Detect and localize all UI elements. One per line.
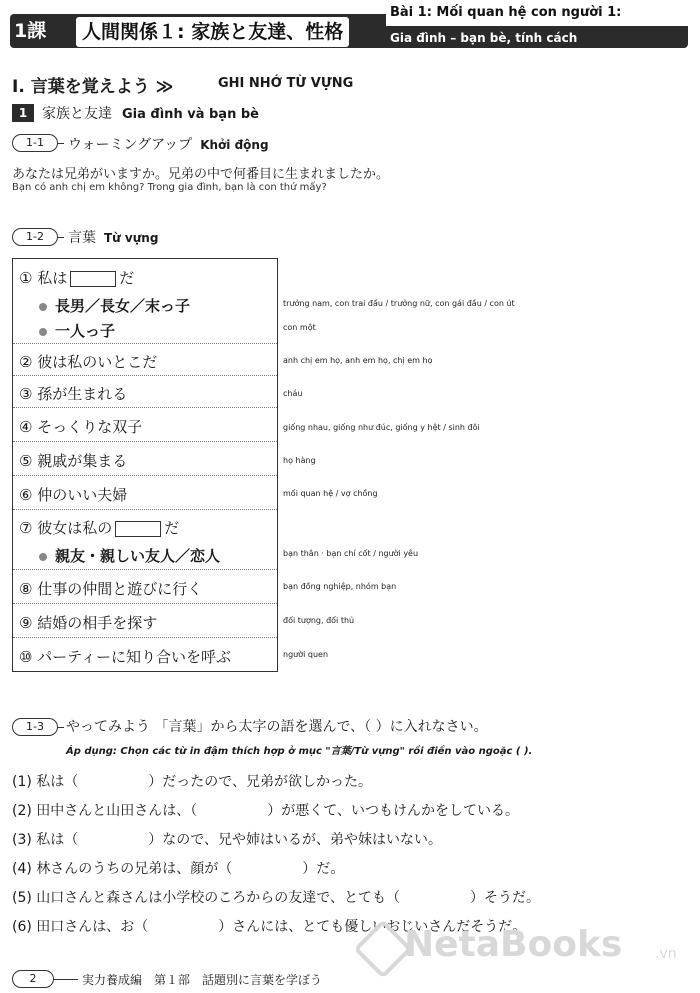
warmup-tag-line bbox=[58, 143, 64, 144]
warmup-title bbox=[68, 134, 269, 154]
vocab-row bbox=[13, 603, 277, 638]
warmup-title-jp: ウォーミングアップ bbox=[68, 137, 193, 153]
subsection-title-jp: 家族と友達 bbox=[42, 106, 112, 122]
vocab-sub-jp: 長男／長女／末っ子 bbox=[55, 297, 191, 315]
vocab-vn: cháu bbox=[283, 389, 303, 398]
vocab-row bbox=[13, 475, 277, 510]
vocab-vn: bạn thân · bạn chí cốt / người yêu bbox=[283, 549, 419, 558]
vocab-row bbox=[13, 375, 277, 408]
vocab-row bbox=[13, 441, 277, 476]
exercise-tag-line bbox=[58, 727, 64, 728]
vocab-vn: giống nhau, giống như đúc, giống y hệt / sinh đôi bbox=[283, 423, 480, 432]
warmup-tag: 1-1 bbox=[12, 134, 58, 152]
exercise-title: やってみよう 「言葉」から太字の語を選んで、（ ）に入れなさい。 bbox=[66, 719, 488, 735]
lesson-title-vn-2: Gia đình – bạn bè, tính cách bbox=[390, 31, 578, 45]
vocab-row bbox=[13, 407, 277, 442]
vocab-vn: họ hàng bbox=[283, 456, 316, 465]
vocab-row bbox=[13, 259, 277, 344]
watermark-brand: NetaBooks bbox=[404, 924, 623, 965]
vocab-row-main: ② 彼は私のいとこだ bbox=[19, 353, 158, 371]
page-number: 2 bbox=[12, 970, 54, 988]
vocab-row-main-b: だ bbox=[119, 269, 135, 287]
warmup-question-vn: Bạn có anh chị em không? Trong gia đình, bạn là con thứ mấy? bbox=[12, 182, 327, 193]
vocab-vn: bạn đồng nghiệp, nhóm bạn bbox=[283, 582, 397, 591]
vocab-row-main: ⑧ 仕事の仲間と遊びに行く bbox=[19, 580, 203, 598]
vocab-title-vn: Từ vựng bbox=[104, 231, 159, 245]
warmup-title-vn: Khởi động bbox=[200, 138, 269, 152]
vocab-row-main-a: ⑦ 彼女は私の bbox=[19, 519, 113, 537]
exercise-item: (3) 私は（ ）なので、兄や姉はいるが、弟や妹はいない。 bbox=[12, 832, 442, 848]
section-heading: Ⅰ. 言葉を覚えよう ≫ bbox=[12, 77, 174, 97]
vocab-tag: 1-2 bbox=[12, 228, 58, 246]
vocab-row bbox=[13, 637, 277, 671]
exercise-title-vn: Áp dụng: Chọn các từ in đậm thích hợp ở mục "言葉/Từ vựng" rồi điền vào ngoặc ( ). bbox=[66, 746, 533, 757]
vocab-vn: mối quan hệ / vợ chồng bbox=[283, 489, 378, 498]
bullet-icon bbox=[39, 328, 47, 336]
vocab-row-main: ③ 孫が生まれる bbox=[19, 385, 128, 403]
vocab-sub-item bbox=[39, 295, 190, 316]
lesson-title: 人間関係１: 家族と友達、性格 bbox=[76, 17, 349, 47]
vocab-vn: trưởng nam, con trai đầu / trưởng nữ, con gái đầu / con út bbox=[283, 299, 515, 308]
watermark-tld: .vn bbox=[655, 946, 677, 962]
subsection-title-vn: Gia đình và bạn bè bbox=[122, 107, 259, 122]
vocab-row bbox=[13, 509, 277, 570]
vocab-row-main: ⑥ 仲のいい夫婦 bbox=[19, 486, 128, 504]
vocab-row bbox=[13, 343, 277, 376]
vocab-row-main: ⑨ 結婚の相手を探す bbox=[19, 614, 158, 632]
vocab-title bbox=[68, 227, 158, 247]
vocab-sub-jp: 一人っ子 bbox=[55, 322, 116, 340]
vocab-vn: anh chị em họ, anh em họ, chị em họ bbox=[283, 356, 433, 365]
exercise-item: (4) 林さんのうちの兄弟は、顔が（ ）だ。 bbox=[12, 861, 345, 877]
vocab-row-main: ④ そっくりな双子 bbox=[19, 418, 143, 436]
vocab-vn: đối tượng, đối thủ bbox=[283, 616, 355, 625]
vocab-tag-line bbox=[58, 237, 64, 238]
vocab-sub-item bbox=[39, 545, 220, 566]
answer-blank bbox=[115, 521, 161, 537]
bullet-icon bbox=[39, 303, 47, 311]
exercise-tag: 1-3 bbox=[12, 718, 58, 736]
footer-text: 実力養成編 第１部 話題別に言葉を学ぼう bbox=[82, 973, 323, 987]
exercise-item: (6) 田口さんは、お（ ）さんには、とても優しいおじいさんだそうだ。 bbox=[12, 919, 527, 935]
footer-line bbox=[54, 979, 78, 980]
bullet-icon bbox=[39, 553, 47, 561]
exercise-item: (1) 私は（ ）だったので、兄弟が欲しかった。 bbox=[12, 774, 372, 790]
vocab-row-main-b: だ bbox=[164, 519, 180, 537]
section-heading-vn: GHI NHỚ TỪ VỰNG bbox=[218, 76, 354, 91]
vocab-vn: con một bbox=[283, 323, 316, 332]
vocab-sub-item bbox=[39, 320, 115, 341]
vocab-vn: người quen bbox=[283, 650, 329, 659]
vocab-row-main bbox=[19, 267, 134, 288]
exercise-item: (5) 山口さんと森さんは小学校のころからの友達で、とても（ ）そうだ。 bbox=[12, 890, 540, 906]
vocab-row bbox=[13, 569, 277, 604]
lesson-number: 1課 bbox=[14, 20, 47, 42]
vocab-row-main-a: ① 私は bbox=[19, 269, 68, 287]
lesson-title-vn-1: Bài 1: Mối quan hệ con người 1: bbox=[390, 5, 622, 20]
vocab-row-main bbox=[19, 517, 179, 538]
vocab-row-main: ⑩ パーティーに知り合いを呼ぶ bbox=[19, 648, 232, 666]
vocab-row-main: ⑤ 親戚が集まる bbox=[19, 452, 128, 470]
vocab-table bbox=[12, 258, 278, 672]
answer-blank bbox=[70, 271, 116, 287]
subsection-title bbox=[42, 103, 259, 123]
vocab-title-jp: 言葉 bbox=[68, 230, 96, 246]
vocab-sub-jp: 親友・親しい友人／恋人 bbox=[55, 547, 221, 565]
subsection-number: 1 bbox=[12, 104, 34, 122]
exercise-item: (2) 田中さんと山田さんは、（ ）が悪くて、いつもけんかをしている。 bbox=[12, 803, 519, 819]
warmup-question: あなたは兄弟がいますか。兄弟の中で何番目に生まれましたか。 bbox=[12, 167, 390, 182]
